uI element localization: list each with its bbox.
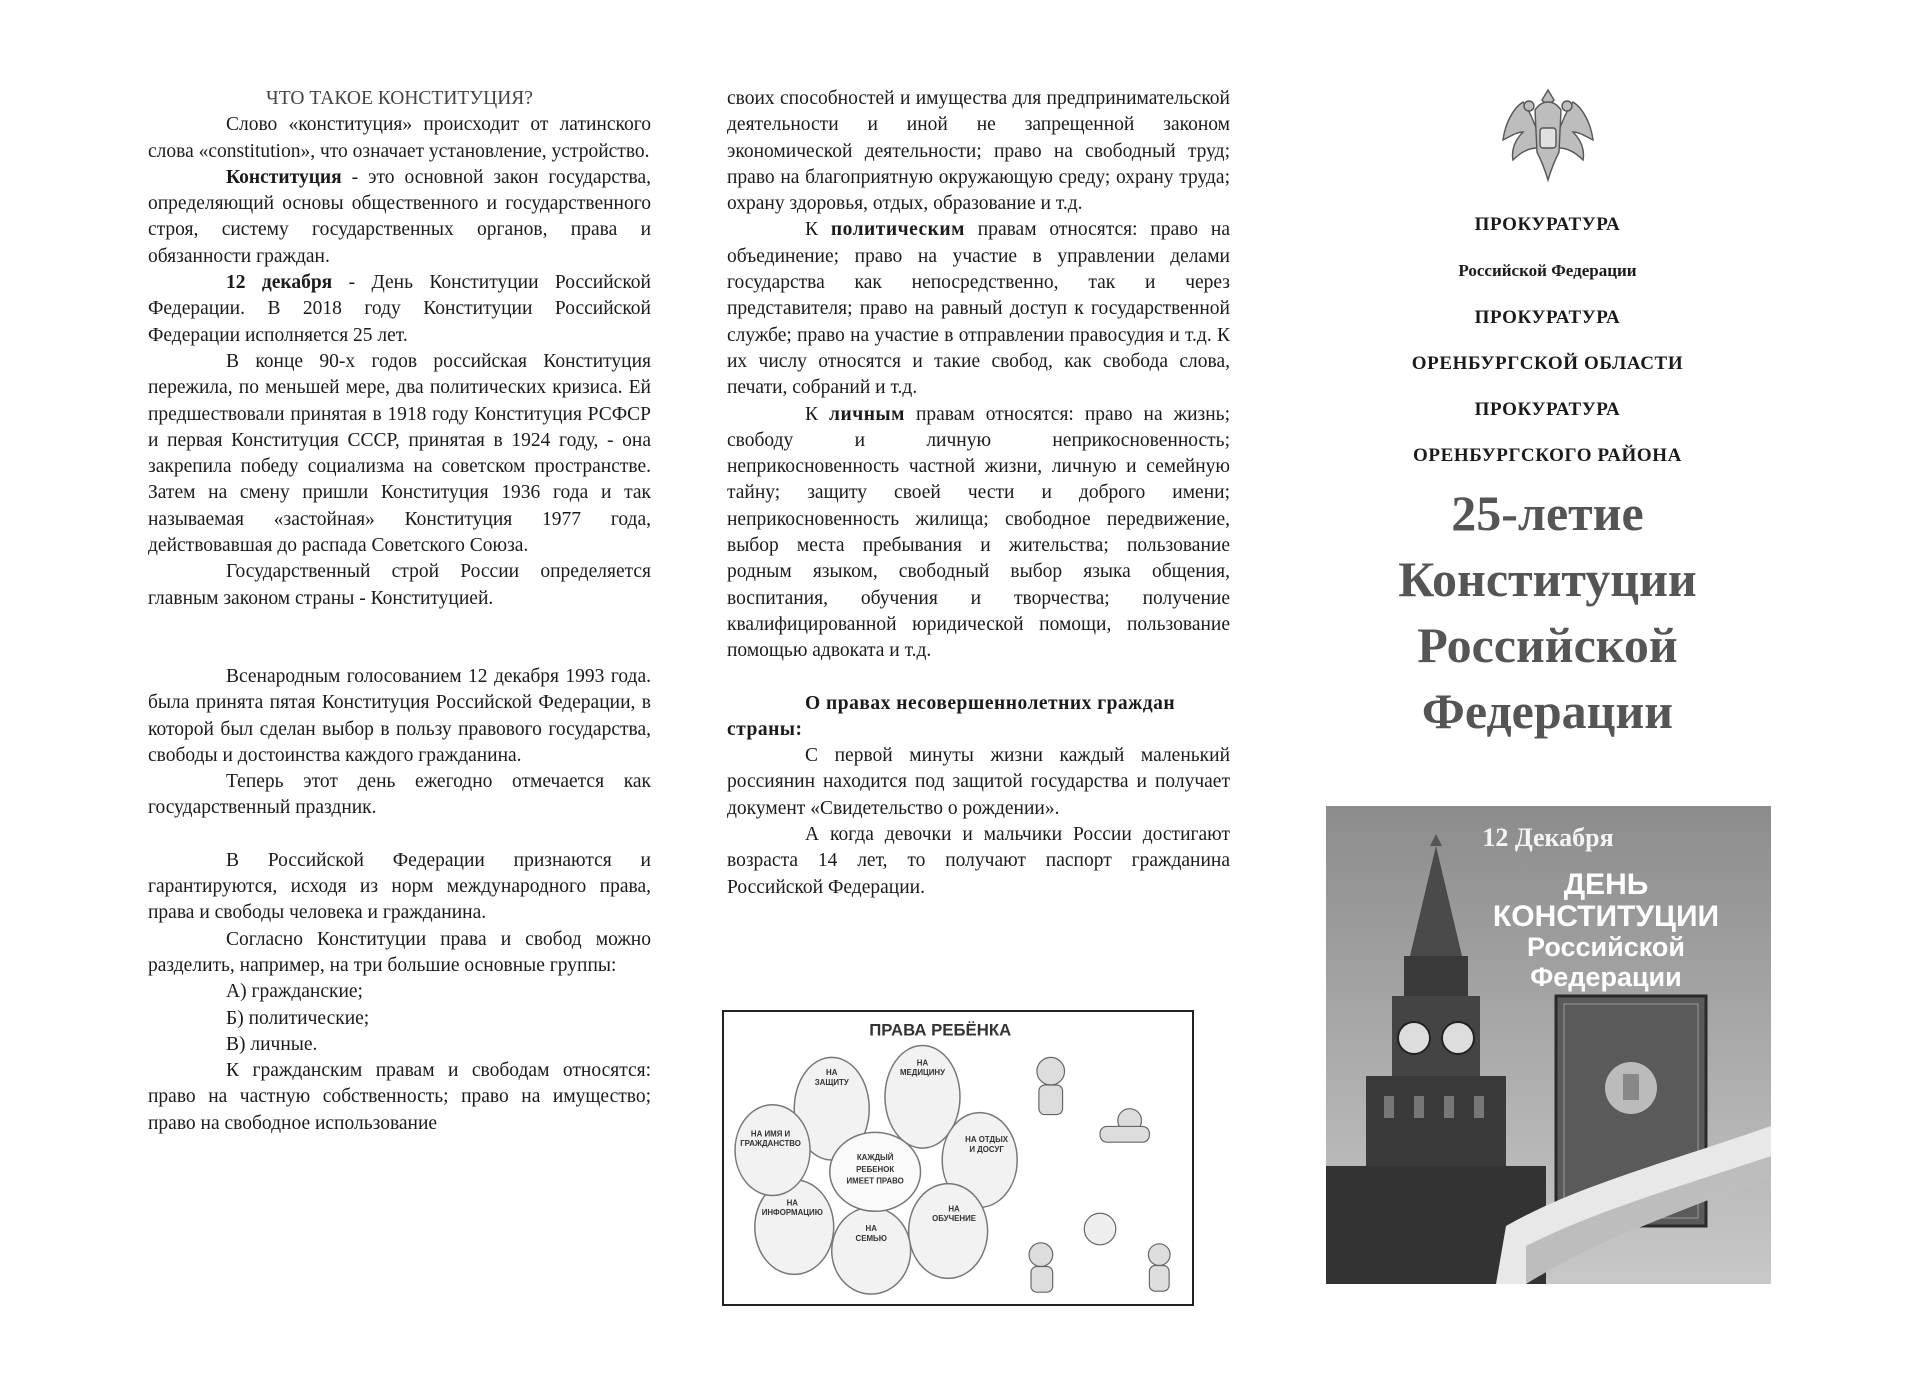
paragraph: В Российской Федерации признаются и гарантируются, исходя из норм международного права, права и свободы человека и гражданина. [148, 849, 651, 924]
svg-text:НА: НА [865, 1224, 877, 1233]
paragraph: 12 декабря - День Конституции Российской Федерации. В 2018 году Конституции Российской Федерации исполняется 25 лет. [148, 272, 651, 346]
child-figure [1148, 1244, 1170, 1266]
organization-name: Российской Федерации [1458, 261, 1637, 281]
bold-term: политическим [830, 219, 965, 241]
clock-icon [1442, 1022, 1474, 1054]
paragraph: К личным правам относятся: право на жизнь; свободу и личную неприкосновенность; неприкосновенность частной жизни, личную и семейную тайну; защиту своей чести и доброго имени; неприкосновенность жилища; свободное передвижение, выбор места пребывания и жительства; пользование родным языком, свободный выбор языка общения, воспитания, обучения и творчества; получение квалифицированной юридической помощи, пользование помощью адвоката и т.д. [727, 403, 1230, 662]
svg-text:МЕДИЦИНУ: МЕДИЦИНУ [899, 1068, 946, 1078]
double-headed-eagle-emblem-icon [1493, 80, 1603, 190]
rights-flower-illustration [724, 1012, 1192, 1304]
svg-text:ОБУЧЕНИЕ: ОБУЧЕНИЕ [932, 1214, 976, 1224]
column-right [1325, 86, 1770, 744]
paragraph: К гражданским правам и свободам относятся: право на частную собственность; право на имущество; право на свободное использование [148, 1060, 651, 1134]
organization-name: ПРОКУРАТУРА [1474, 399, 1621, 421]
section-heading: ЧТО ТАКОЕ КОНСТИТУЦИЯ? [266, 88, 533, 109]
paragraph: С первой минуты жизни каждый маленький россиянин находится под защитой государства и получает документ «Свидетельство о рождении». [727, 745, 1230, 819]
picture-title: ПРАВА РЕБЁНКА [869, 1020, 1012, 1040]
paragraph: Всенародным голосованием 12 декабря 1993 года. была принята пятая Конституция Российской Федерации, в которой был сделан выбор в пользу правового государства, свободы и достоинства каждого гражданина. [148, 665, 651, 766]
svg-text:РЕБЕНОК: РЕБЕНОК [856, 1164, 895, 1174]
child-figure [1029, 1243, 1053, 1267]
column-left [148, 86, 651, 1137]
constitution-day-poster [1326, 806, 1771, 1284]
brochure-title: Конституции [1398, 550, 1697, 607]
list-item: В) личные. [226, 1033, 318, 1055]
svg-text:НА ИМЯ И: НА ИМЯ И [750, 1129, 791, 1139]
poster-heading: ДЕНЬ [1563, 868, 1649, 901]
petal [735, 1105, 810, 1196]
list-item: Б) политические; [226, 1007, 370, 1029]
poster-heading: Российской [1527, 932, 1685, 962]
organization-name: ОРЕНБУРГСКОЙ ОБЛАСТИ [1411, 352, 1684, 374]
poster-heading: Федерации [1530, 962, 1682, 992]
child-figure [1031, 1267, 1053, 1293]
brochure-title: Федерации [1421, 682, 1674, 739]
paragraph: своих способностей и имущества для предпринимательской деятельности и иной не запрещенной законом экономической деятельности; право на свободный труд; право на благоприятную окружающую среду; охрану труда; охрану здоровья, отдых, образование и т.д. [727, 88, 1230, 215]
ball-icon [1084, 1213, 1116, 1245]
paragraph: Государственный строй России определяется главным законом страны - Конституцией. [148, 561, 651, 609]
svg-text:НА ОТДЫХ: НА ОТДЫХ [965, 1135, 1009, 1145]
child-figure [1039, 1085, 1063, 1115]
child-figure [1100, 1126, 1149, 1142]
svg-text:КАЖДЫЙ: КАЖДЫЙ [856, 1152, 894, 1162]
paragraph: Конституция - это основной закон государства, определяющий основы общественного и государственного строя, систему государственных органов, права и обязанности граждан. [148, 166, 651, 267]
section-heading: О правах несовершеннолетних граждан страны: [727, 692, 1176, 740]
paragraph: Согласно Конституции права и свобод можно разделить, например, на три большие основные группы: [148, 928, 651, 976]
paragraph: К политическим правам относятся: право на объединение; право на участие в управлении делами государства как непосредственно, так и через представителя; право на равный доступ к государственной службе; право на участие в отправлении правосудия и т.д. К их числу относятся и такие свобод, как свобода слова, печати, собраний и т.д. [727, 219, 1230, 399]
brochure-title: Российской [1417, 616, 1678, 673]
organization-name: ПРОКУРАТУРА [1474, 306, 1621, 328]
bold-term: Конституция [226, 166, 342, 188]
petal [909, 1184, 988, 1279]
brochure-title: 25-летие [1451, 484, 1644, 541]
bold-term: 12 декабря [226, 272, 333, 294]
childrens-rights-picture [722, 1010, 1194, 1306]
paragraph: А когда девочки и мальчики России достигают возраста 14 лет, то получают паспорт гражданина Российской Федерации. [727, 824, 1230, 898]
list-item: А) гражданские; [226, 981, 363, 1003]
svg-text:НА: НА [948, 1204, 960, 1214]
column-middle [727, 86, 1230, 901]
svg-text:НА: НА [786, 1198, 798, 1208]
petal [832, 1207, 911, 1294]
child-figure [1149, 1266, 1169, 1292]
clock-icon [1398, 1022, 1430, 1054]
paragraph: Теперь этот день ежегодно отмечается как государственный праздник. [148, 771, 651, 819]
paragraph: Слово «конституция» происходит от латинского слова «constitution», что означает установление, устройство. [148, 114, 651, 162]
svg-text:ИМЕЕТ ПРАВО: ИМЕЕТ ПРАВО [846, 1176, 904, 1186]
organization-name: ПРОКУРАТУРА [1474, 214, 1621, 235]
bold-term: личным [829, 403, 905, 425]
poster-heading: КОНСТИТУЦИИ [1492, 900, 1720, 933]
svg-text:ГРАЖДАНСТВО: ГРАЖДАНСТВО [740, 1139, 801, 1149]
svg-text:НА: НА [826, 1068, 838, 1078]
svg-text:ИНФОРМАЦИЮ: ИНФОРМАЦИЮ [761, 1208, 823, 1218]
svg-text:СЕМЬЮ: СЕМЬЮ [855, 1233, 887, 1243]
svg-text:НА: НА [916, 1058, 929, 1068]
child-figure [1037, 1057, 1065, 1085]
poster-date: 12 Декабря [1482, 823, 1614, 852]
svg-text:ЗАЩИТУ: ЗАЩИТУ [814, 1078, 849, 1087]
svg-text:И ДОСУГ: И ДОСУГ [969, 1145, 1004, 1155]
organization-name: ОРЕНБУРГСКОГО РАЙОНА [1412, 445, 1683, 467]
poster-image [1326, 806, 1771, 1284]
eagle-icon [1605, 1062, 1657, 1114]
paragraph: В конце 90-х годов российская Конституция пережила, по меньшей мере, два политических кризиса. Ей предшествовали принятая в 1918 году Конституция РСФСР и первая Конституция СССР, принятая в 1924 году, - она закрепила победу социализма на советском пространстве. Затем на смену пришли Конституция 1936 года и так называемая «застойная» Конституция 1977 года, действовавшая до распада Советского Союза. [148, 350, 651, 557]
